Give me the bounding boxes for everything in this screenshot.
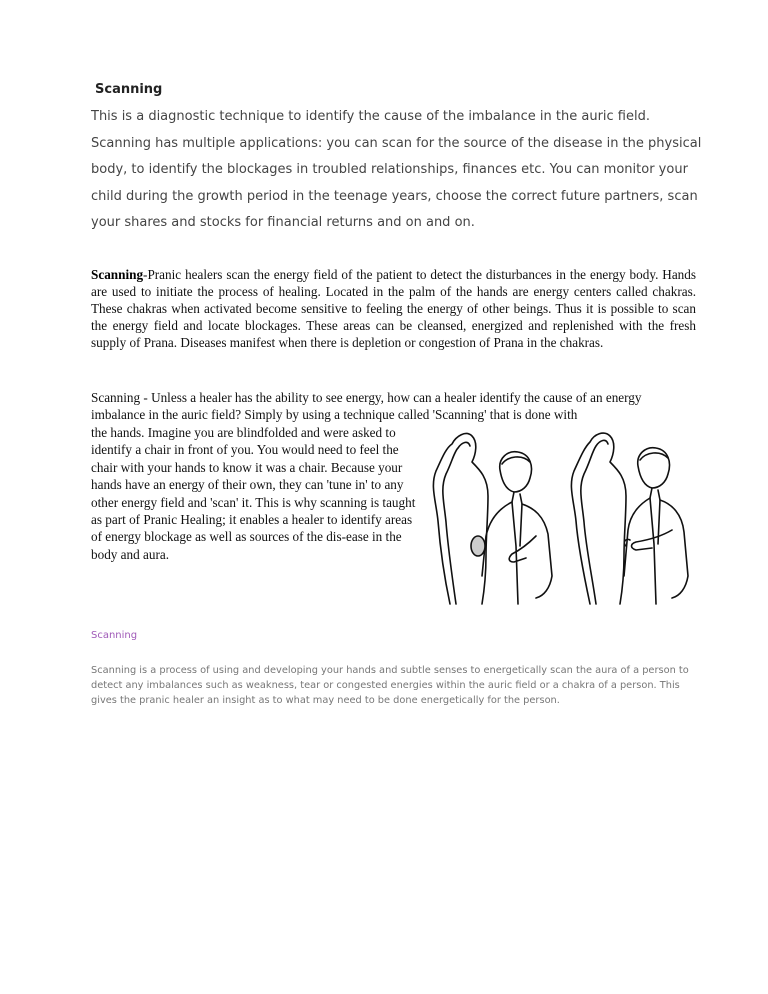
aura-silhouette-right — [571, 433, 626, 604]
paragraph-body: -Pranic healers scan the energy field of the patient to detect the disturbances in the energy body. Hands are used to initiate the process of healing. Located in the palm of the hands are energy centers called chakras. These chakras when activated become sensitive to feeling the energy of other beings. Thus it is possible to scan the energy field and locate blockages. These areas can be cleansed, energized and replenished with the fresh supply of Prana. Diseases manifest when there is depletion or congestion of Prana in the chakras. — [91, 267, 696, 350]
aura-silhouette-left — [433, 434, 488, 604]
scanning-link-heading[interactable]: Scanning — [91, 630, 138, 641]
paragraph-lead: Scanning — [91, 267, 144, 282]
scanning-illustration — [416, 426, 702, 608]
intro-paragraph: This is a diagnostic technique to identify the cause of the imbalance in the auric field. Scanning has multiple applications: you can scan for the source of the disease in the physical body, to identify the blockages in troubled relationships, finances etc. You can monitor your child during the growth period in the teenage years, choose the correct future partners, scan your shares and stocks for financial returns and on and on. — [91, 109, 702, 230]
scanning-intro-paragraph: Scanning - Unless a healer has the ability to see energy, how can a healer identify the cause of an energy imbalance in the auric field? Simply by using a technique called 'Scanning' that is done with — [91, 390, 642, 423]
scanning-side-paragraph: the hands. Imagine you are blindfolded and were asked to identify a chair in front of you. You would need to feel the chair with your hands to know it was a chair. Because your hands have an energy of their own, they can 'tune in' to any other energy field and 'scan' it. This is why scanning is taught as part of Pranic Healing; it enables a healer to identify areas of energy blockage as well as sources of the dis-ease in the body and aura. — [91, 425, 416, 562]
section-title-scanning: Scanning — [95, 82, 163, 97]
scanning-description-paragraph: Scanning is a process of using and developing your hands and subtle senses to energetically scan the aura of a person to detect any imbalances such as weakness, tear or congested energies within the auric field or a chakra of a person. This gives the pranic healer an insight as to what may need to be done energetically for the person. — [91, 665, 689, 707]
pranic-scanning-paragraph — [91, 267, 696, 352]
energy-ball-icon — [471, 536, 485, 556]
